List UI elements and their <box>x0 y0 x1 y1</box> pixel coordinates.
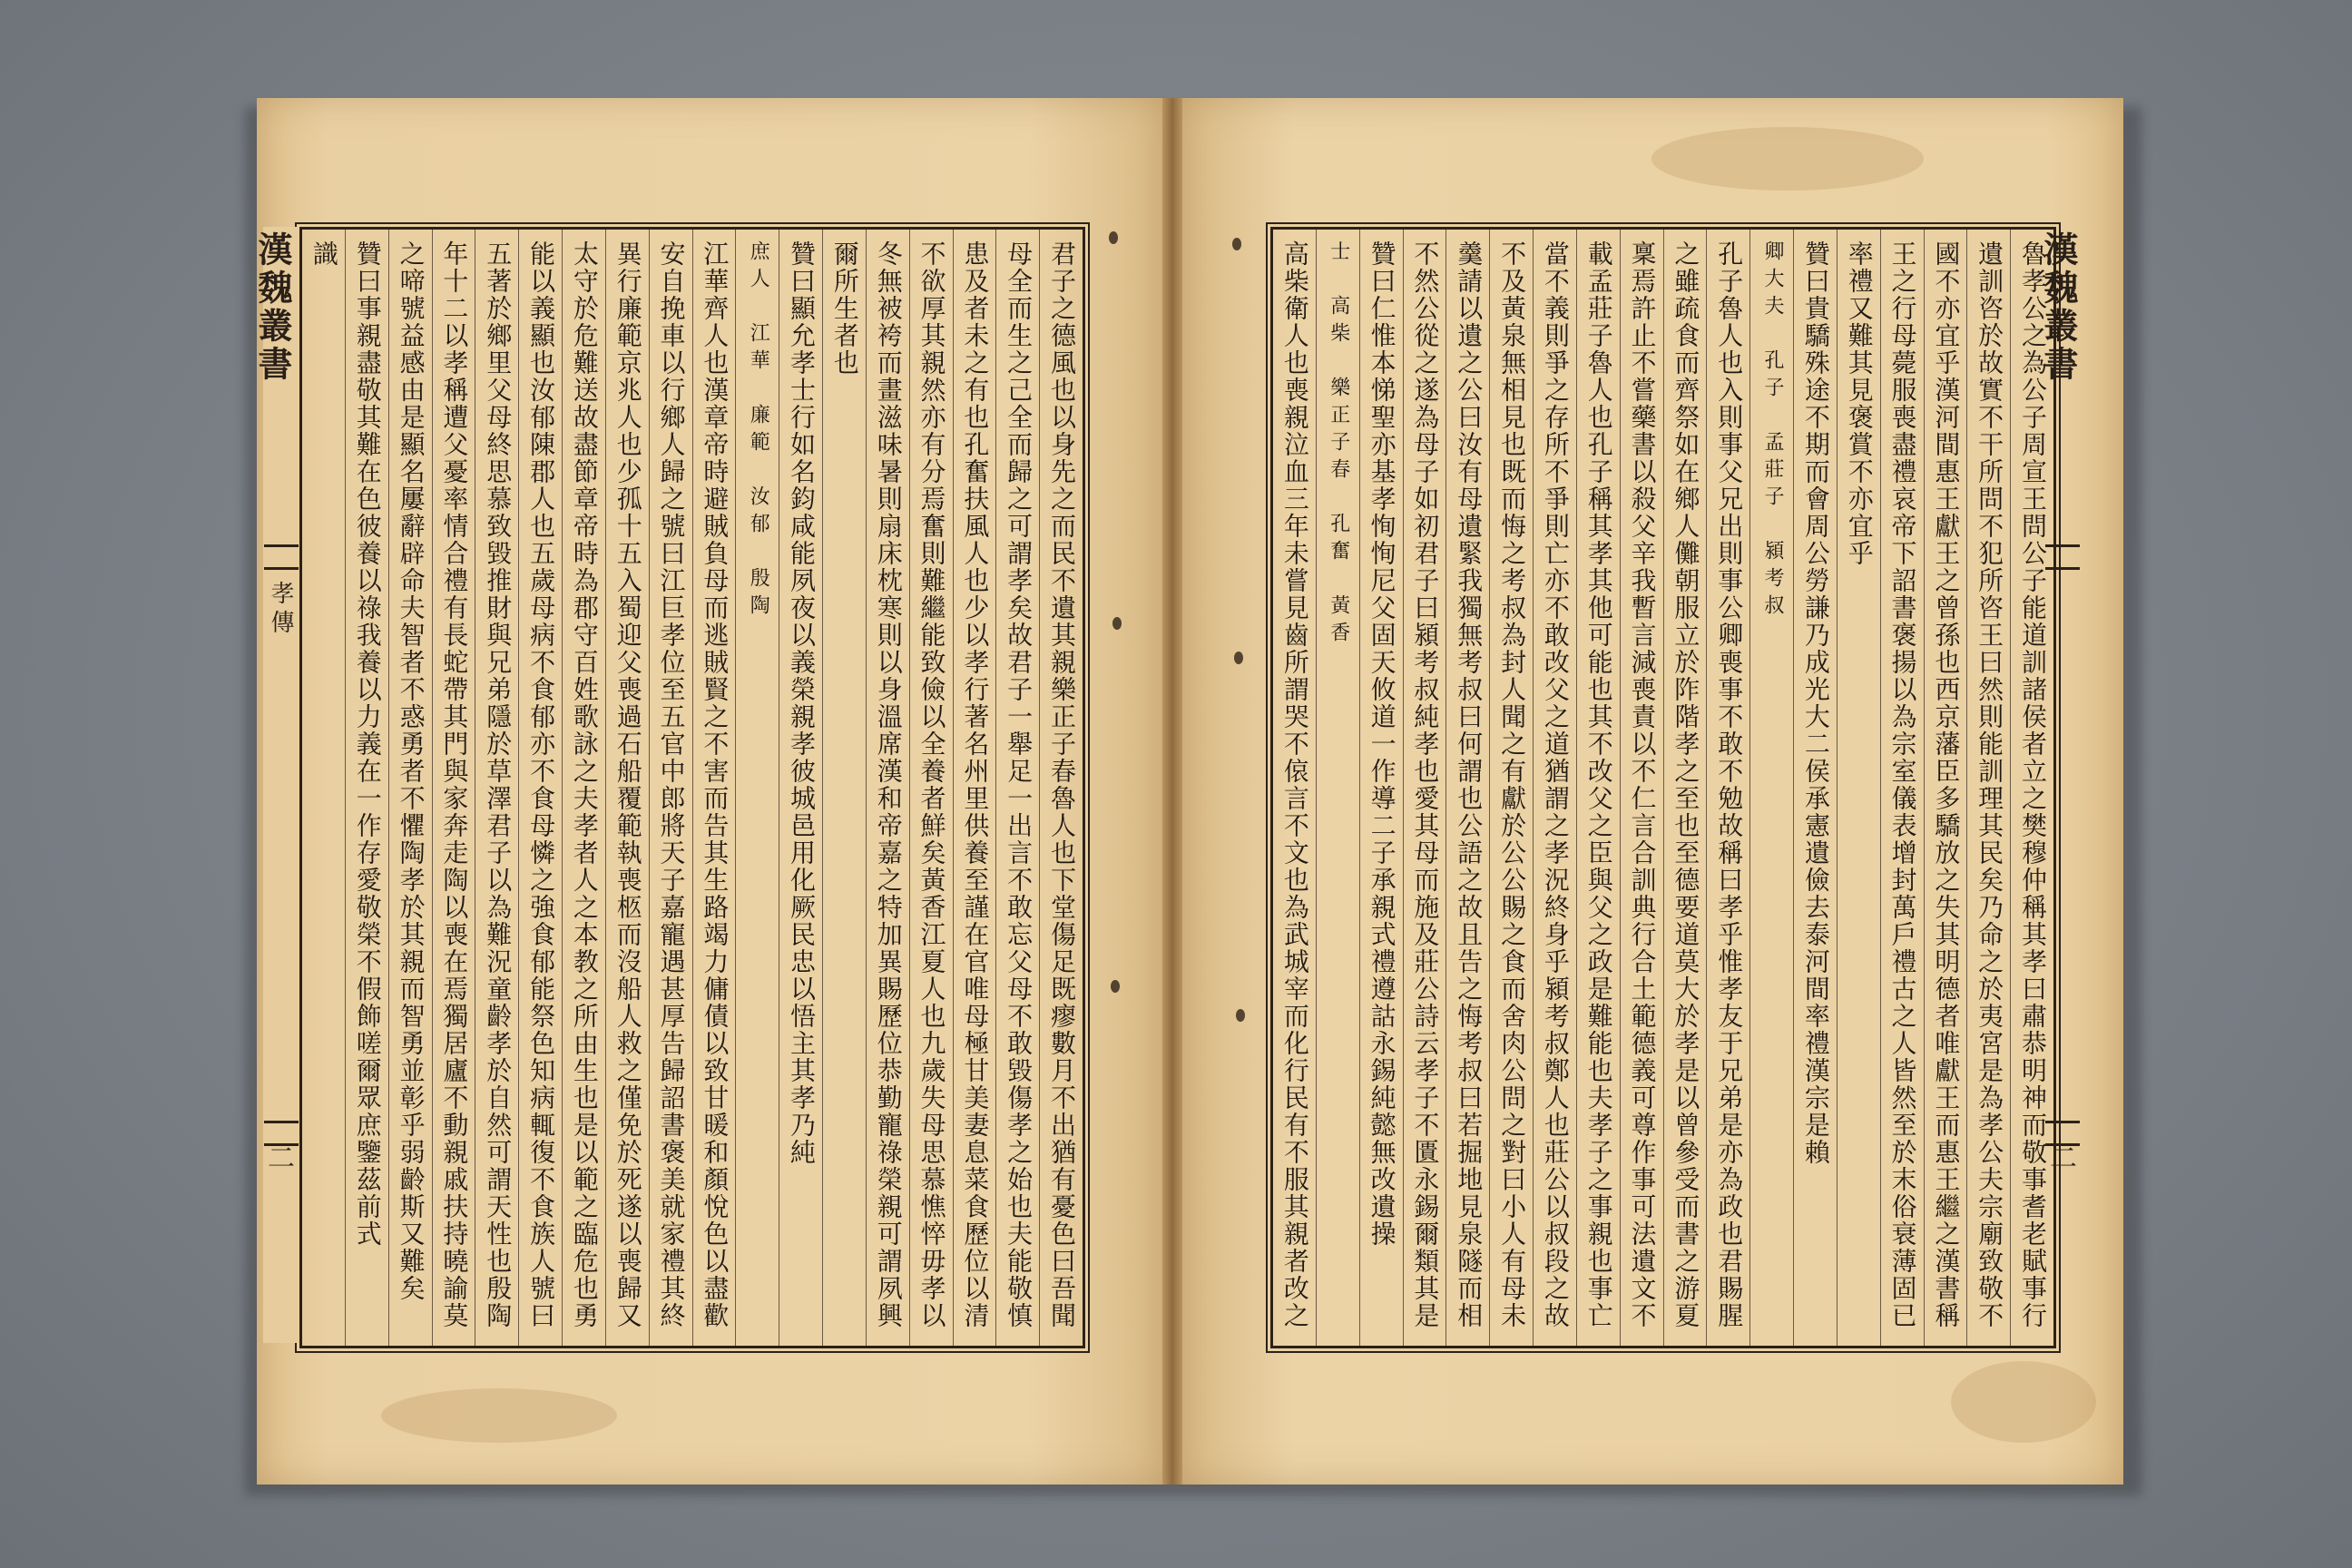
fishtail-mark <box>264 1121 299 1146</box>
text-column: 江華齊人也漢章帝時避賊負母而逃賊賢之不害而告其生路竭力傭債以致甘暖和顏悅色以盡歡 <box>692 230 736 1346</box>
text-column: 患及者未之有也孔奮扶風人也少以孝行著名州里供養至謹在官唯母極甘美妻息菜食歷位以清 <box>953 230 996 1346</box>
text-column: 能以義顯也汝郁陳郡人也五歲母病不食郁亦不食母憐之強食郁能祭色知病輒復不食族人號曰 <box>518 230 562 1346</box>
text-column: 贊曰事親盡敬其難在色彼養以祿我養以力義在一作存愛敬榮不假飾嗟爾眾庶鑒茲前式 <box>345 230 388 1346</box>
text-column: 王之行母薨服喪盡禮哀帝下詔書褒揚以為宗室儀表增封萬戶禮古之人皆然至於末俗衰薄固已 <box>1880 230 1924 1346</box>
text-column: 庶人 江華 廉範 汝郁 殷陶 <box>735 230 779 1346</box>
text-column: 贊曰顯允孝士行如名鈞咸能夙夜以義榮親孝彼城邑用化厥民忠以悟主其孝乃純 <box>779 230 822 1346</box>
binding-hole <box>1234 652 1243 664</box>
text-column: 爾所生者也 <box>822 230 866 1346</box>
text-column: 孔子魯人也入則事父兄出則事公卿喪事不敢不勉故稱曰孝乎惟孝友于兄弟是亦為政也君賜腥 <box>1706 230 1749 1346</box>
left-page-number: 二 <box>262 1143 294 1171</box>
text-column: 異行廉範京兆人也少孤十五入蜀迎父喪過石船覆範執喪柩而沒船人救之僅免於死遂以喪歸又 <box>605 230 649 1346</box>
text-column: 士 高柴 樂正子春 孔奮 黃香 <box>1316 230 1359 1346</box>
text-column: 母全而生之己全而歸之可謂孝矣故君子一舉足一出言不敢忘父母不敢毀傷孝之始也夫能敬慎 <box>995 230 1039 1346</box>
text-column: 稟焉許止不嘗藥書以殺父辛我暫言減喪責以不仁言合訓典行合土範德義可尊作事可法遺文不 <box>1620 230 1663 1346</box>
binding-hole <box>1112 617 1122 630</box>
left-text-frame <box>299 227 1085 1348</box>
text-column: 國不亦宜乎漢河間惠王獻王之曾孫也西京藩臣多驕放之失其明德者唯獻王而惠王繼之漢書稱 <box>1924 230 1967 1346</box>
text-column: 卿大夫 孔子 孟莊子 潁考叔 <box>1749 230 1793 1346</box>
text-column: 識 <box>309 240 339 268</box>
text-column: 君子之德風也以身先之而民不遺其親樂正子春魯人也下堂傷足既瘳數月不出猶有憂色曰吾聞 <box>1039 230 1083 1346</box>
text-column: 太守於危難送故盡節章帝時為郡守百姓歌詠之夫孝者人之本教之所由生也是以範之臨危也勇 <box>562 230 605 1346</box>
binding-hole <box>1109 231 1118 244</box>
text-column: 之雖疏食而齊祭如在鄉人儺朝服立於阼階孝之至也至德要道莫大於孝是以曾參受而書之游夏 <box>1663 230 1707 1346</box>
text-column: 冬無被袴而畫滋味暑則扇床枕寒則以身溫席漢和帝嘉之特加異賜歷位恭勤寵祿榮親可謂夙興 <box>866 230 909 1346</box>
text-column: 載孟莊子魯人也孔子稱其孝其他可能也其不改父之臣與父之政是難能也夫孝子之事親也事亡 <box>1576 230 1620 1346</box>
paper-stain <box>1651 127 1924 191</box>
left-margin-banner <box>252 227 299 1343</box>
text-column: 不及黃泉無相見也既而悔之考叔為封人聞之有獻於公公賜之食而舍肉公問之對曰小人有母未 <box>1489 230 1533 1346</box>
text-column: 羹請以遺之公曰汝有母遺緊我獨無考叔曰何謂也公語之故且告之悔考叔曰若掘地見泉隧而相 <box>1446 230 1489 1346</box>
binding-hole <box>1236 1009 1245 1022</box>
text-column: 年十二以孝稱遭父憂率情合禮有長蛇帶其門與家奔走陶以喪在焉獨居廬不動親戚扶持曉諭莫 <box>432 230 475 1346</box>
left-running-title: 漢魏叢書 <box>252 231 293 384</box>
right-running-title: 漢魏叢書 <box>2038 231 2079 384</box>
text-column: 當不義則爭之存所不爭則亡亦不敢改父之道猶謂之孝況終身乎潁考叔鄭人也莊公以叔段之故 <box>1533 230 1576 1346</box>
paper-stain <box>381 1388 617 1443</box>
right-text-columns <box>1273 230 2053 1346</box>
text-column: 魯孝公之為公子周宣王問公子能道訓諸侯者立之樊穆仲稱其孝曰肅恭明神而敬事耆老賦事行 <box>2010 230 2053 1346</box>
text-column: 五著於鄉里父母終思慕致毀推財與兄弟隱於草澤君子以為難況童齡孝於自然可謂天性也殷陶 <box>475 230 518 1346</box>
text-column: 高柴衛人也喪親泣血三年未嘗見齒所謂哭不偯言不文也為武城宰而化行民有不服其親者改之 <box>1279 240 1310 1329</box>
text-column: 遺訓咨於故實不干所問不犯所咨王曰然則能訓理其民矣乃命之於夷宮是為孝公夫宗廟致敬不 <box>1966 230 2010 1346</box>
text-column: 不然公從之遂為母子如初君子曰潁考叔純孝也愛其母而施及莊公詩云孝子不匱永錫爾類其是 <box>1403 230 1446 1346</box>
text-column: 贊曰仁惟本悌聖亦基孝恂恂尼父固天攸道一作導二子承親式禮遵詁永錫純懿無改遺操 <box>1359 230 1403 1346</box>
text-column: 率禮又難其見褒賞不亦宜乎 <box>1837 230 1880 1346</box>
text-column: 不欲厚其親然亦有分焉奮則難繼能致儉以全養者鮮矣黃香江夏人也九歲失母思慕憔悴毋孝以 <box>909 230 953 1346</box>
text-column: 安自挽車以行鄉人歸之號曰江巨孝位至五官中郎將天子嘉寵遇甚厚告歸詔書褒美就家禮其終 <box>649 230 692 1346</box>
fishtail-mark <box>2045 544 2080 570</box>
fishtail-mark <box>2045 1121 2080 1146</box>
paper-stain <box>1951 1361 2096 1443</box>
text-column: 之啼號益感由是顯名屢辭辟命夫智者不惑勇者不懼陶孝於其親而智勇並彰乎弱齡斯又難矣 <box>388 230 432 1346</box>
right-page-number: 二 <box>2044 1143 2076 1171</box>
left-section-title: 孝傳 <box>267 581 294 639</box>
right-text-frame <box>1270 227 2056 1348</box>
left-text-columns <box>302 230 1083 1346</box>
binding-hole <box>1232 238 1241 250</box>
text-column: 贊曰貴驕殊途不期而會周公勞謙乃成光大二侯承憲遺儉去泰河間率禮漢宗是賴 <box>1793 230 1837 1346</box>
binding-hole <box>1111 980 1120 993</box>
fishtail-mark <box>264 544 299 570</box>
book-gutter <box>1162 98 1182 1485</box>
